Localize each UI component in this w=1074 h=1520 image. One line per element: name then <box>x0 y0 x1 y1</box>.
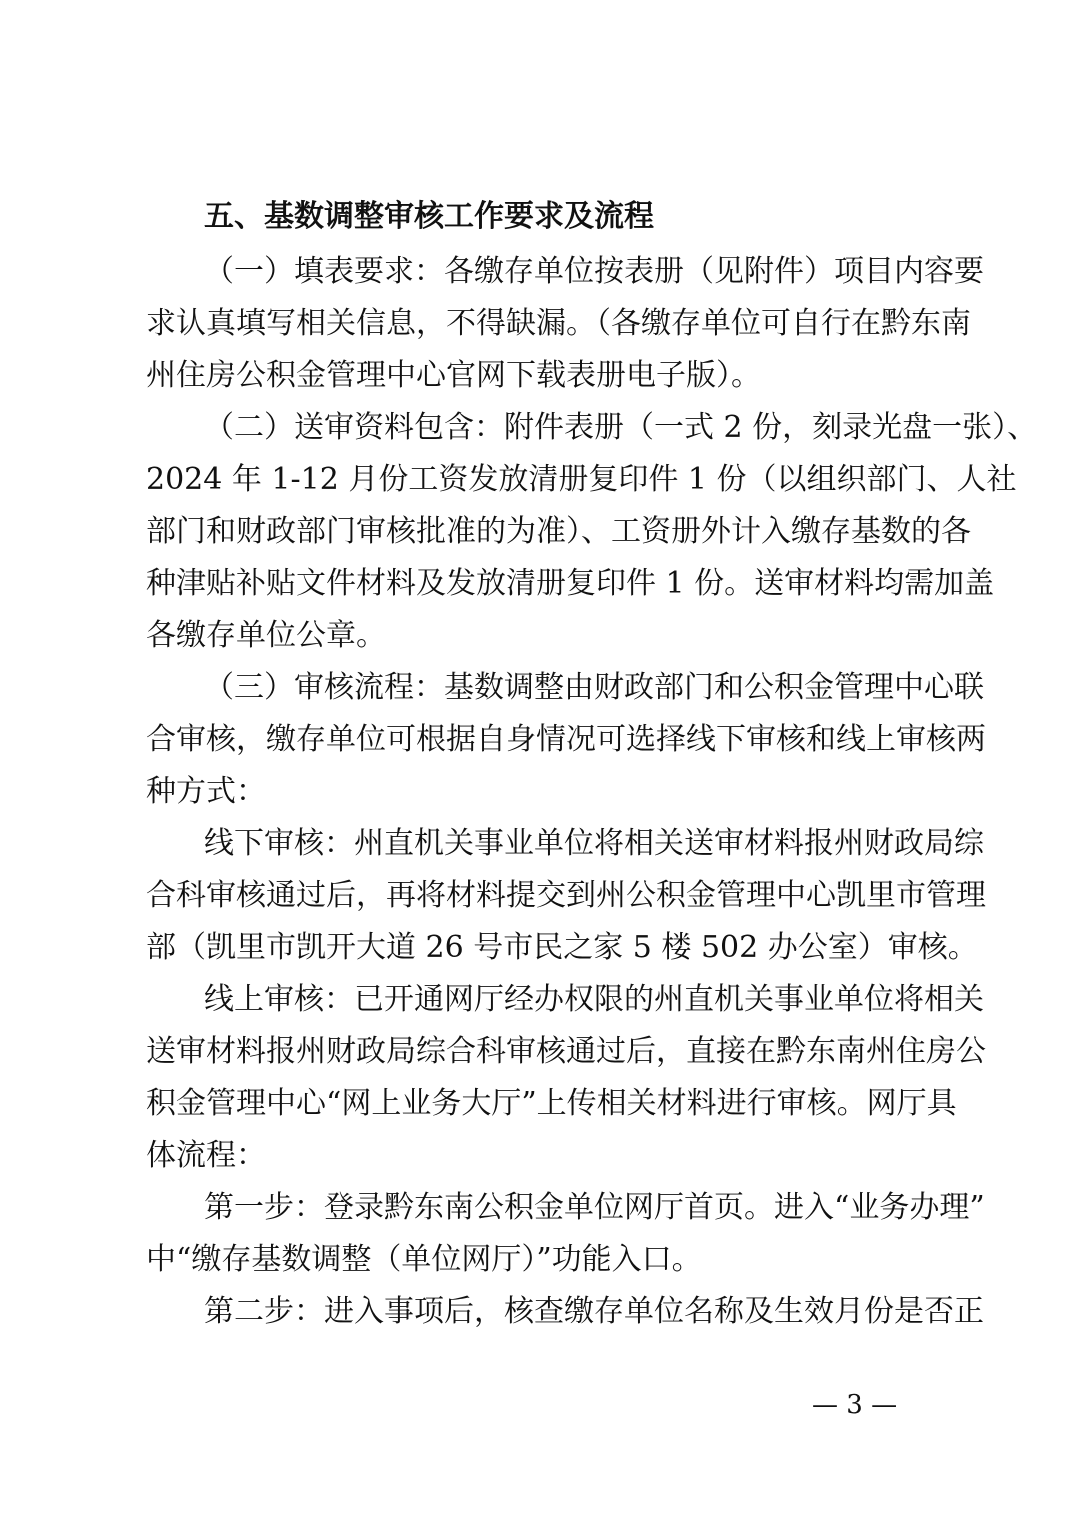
paragraph-5-line-4: 体流程： <box>146 1138 266 1173</box>
paragraph-1-line-3: 州住房公积金管理中心官网下载表册电子版）。 <box>146 358 761 393</box>
paragraph-2-line-2: 2024 年 1-12 月份工资发放清册复印件 1 份（以组织部门、人社 <box>146 462 1017 497</box>
paragraph-2-line-3: 部门和财政部门审核批准的为准）、工资册外计入缴存基数的各 <box>146 514 971 549</box>
page-number: — 3 — <box>812 1390 898 1420</box>
paragraph-3-line-3: 种方式： <box>146 774 266 809</box>
section-heading: 五、基数调整审核工作要求及流程 <box>204 199 654 234</box>
paragraph-3-line-2: 合审核，缴存单位可根据自身情况可选择线下审核和线上审核两 <box>146 722 986 757</box>
paragraph-4-line-2: 合科审核通过后，再将材料提交到州公积金管理中心凯里市管理 <box>146 878 986 913</box>
paragraph-1-line-2: 求认真填写相关信息，不得缺漏。（各缴存单位可自行在黔东南 <box>146 306 971 341</box>
paragraph-5-line-2: 送审材料报州财政局综合科审核通过后，直接在黔东南州住房公 <box>146 1034 986 1069</box>
paragraph-2-line-1: （二）送审资料包含：附件表册（一式 2 份，刻录光盘一张）、 <box>204 410 1038 445</box>
paragraph-7-line-1: 第二步：进入事项后，核查缴存单位名称及生效月份是否正 <box>204 1294 984 1329</box>
paragraph-2-line-5: 各缴存单位公章。 <box>146 618 386 653</box>
paragraph-6-line-2: 中“缴存基数调整（单位网厅）”功能入口。 <box>146 1242 702 1277</box>
paragraph-5-line-1: 线上审核：已开通网厅经办权限的州直机关事业单位将相关 <box>204 982 984 1017</box>
paragraph-6-line-1: 第一步：登录黔东南公积金单位网厅首页。进入“业务办理” <box>204 1190 985 1225</box>
paragraph-3-line-1: （三）审核流程：基数调整由财政部门和公积金管理中心联 <box>204 670 984 705</box>
paragraph-2-line-4: 种津贴补贴文件材料及发放清册复印件 1 份。送审材料均需加盖 <box>146 566 995 601</box>
paragraph-4-line-1: 线下审核：州直机关事业单位将相关送审材料报州财政局综 <box>204 826 984 861</box>
paragraph-1-line-1: （一）填表要求：各缴存单位按表册（见附件）项目内容要 <box>204 254 984 289</box>
paragraph-4-line-3: 部（凯里市凯开大道 26 号市民之家 5 楼 502 办公室）审核。 <box>146 930 978 965</box>
paragraph-5-line-3: 积金管理中心“网上业务大厅”上传相关材料进行审核。网厅具 <box>146 1086 957 1121</box>
